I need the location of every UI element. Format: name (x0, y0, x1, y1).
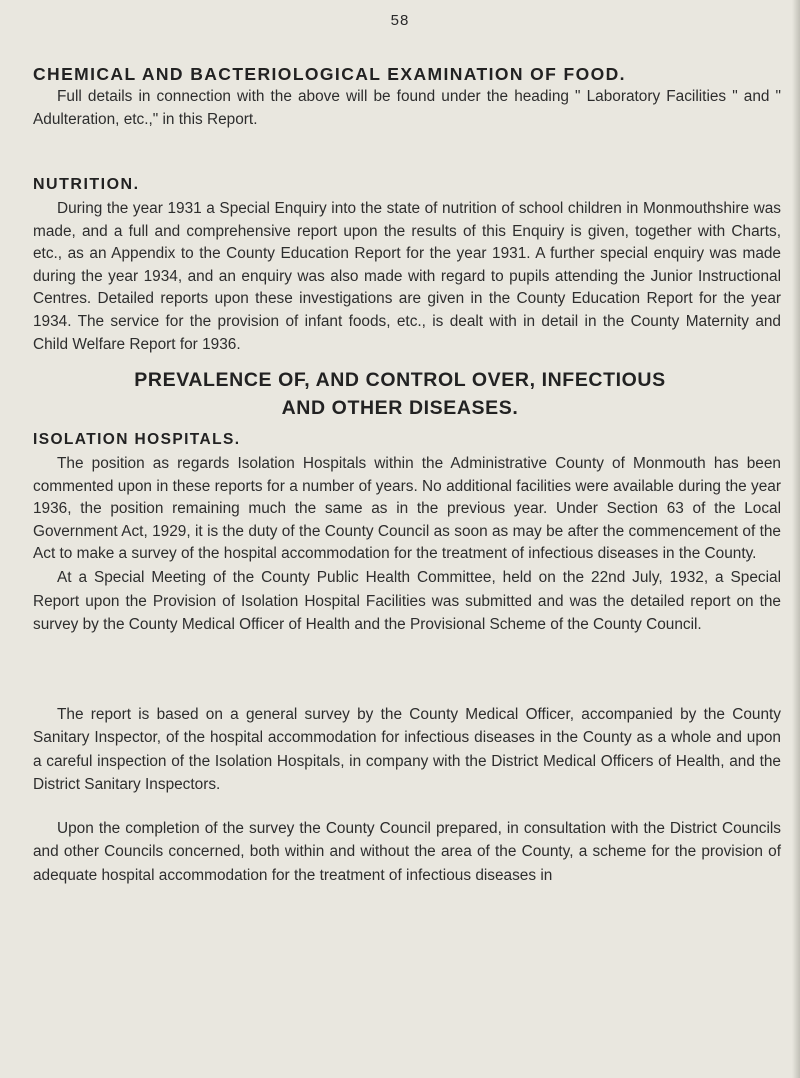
prevalence-heading (0, 366, 800, 422)
prevalence-heading-line1: PREVALENCE OF, AND CONTROL OVER, INFECTIOUS (134, 369, 666, 391)
food-examination-heading: CHEMICAL AND BACTERIOLOGICAL EXAMINATION OF FOOD. (33, 64, 626, 84)
isolation-paragraph-2: At a Special Meeting of the County Public Health Committee, held on the 22nd July, 1932, a Special Report upon the Provision of Isolation Hospital Facilities was submitted and was the detailed report on the survey by the County Medical Officer of Health and the Provisional Scheme of the County Council. (33, 569, 781, 634)
page-number: 58 (390, 12, 410, 29)
isolation-paragraph-3: The report is based on a general survey by the County Medical Officer, accompanied by the County Sanitary Inspector, of the hospital accommodation for infectious diseases in the County as a whole and upon a careful inspection of the Isolation Hospitals, in company with the District Medical Officers of Health, and the District Sanitary Inspectors. (33, 706, 781, 794)
prevalence-heading-line2: AND OTHER DISEASES. (281, 397, 519, 419)
isolation-paragraph-1: The position as regards Isolation Hospitals within the Administrative County of Monmouth has been commented upon in these reports for a number of years. No additional facilities were available during the year 1936, the position remaining much the same as in the previous year. Under Section 63 of the Local Government Act, 1929, it is the duty of the County Council as soon as may be after the commencement of the Act to make a survey of the hospital accommodation for the treatment of infectious diseases in the County. (33, 455, 781, 563)
isolation-paragraph-4: Upon the completion of the survey the County Council prepared, in consultation with the District Councils and other Councils concerned, both within and without the area of the County, a scheme for the provision of adequate hospital accommodation for the treatment of infectious diseases in (33, 820, 781, 884)
isolation-hospitals-heading: ISOLATION HOSPITALS. (33, 431, 241, 448)
food-examination-paragraph: Full details in connection with the above will be found under the heading " Laboratory Facilities " and " Adulteration, etc.," in this Report. (33, 88, 781, 128)
page-edge-shadow (792, 0, 800, 1078)
nutrition-heading: NUTRITION. (33, 176, 140, 193)
nutrition-paragraph: During the year 1931 a Special Enquiry into the state of nutrition of school children in Monmouthshire was made, and a full and comprehensive report upon the results of this Enquiry is given, together with Charts, etc., as an Appendix to the County Education Report for the year 1931. A further special enquiry was made during the year 1934, and an enquiry was also made with regard to pupils attending the Junior Instructional Centres. Detailed reports upon these investigations are given in the County Education Report for the year 1934. The service for the provision of infant foods, etc., is dealt with in detail in the County Maternity and Child Welfare Report for 1936. (33, 200, 781, 353)
